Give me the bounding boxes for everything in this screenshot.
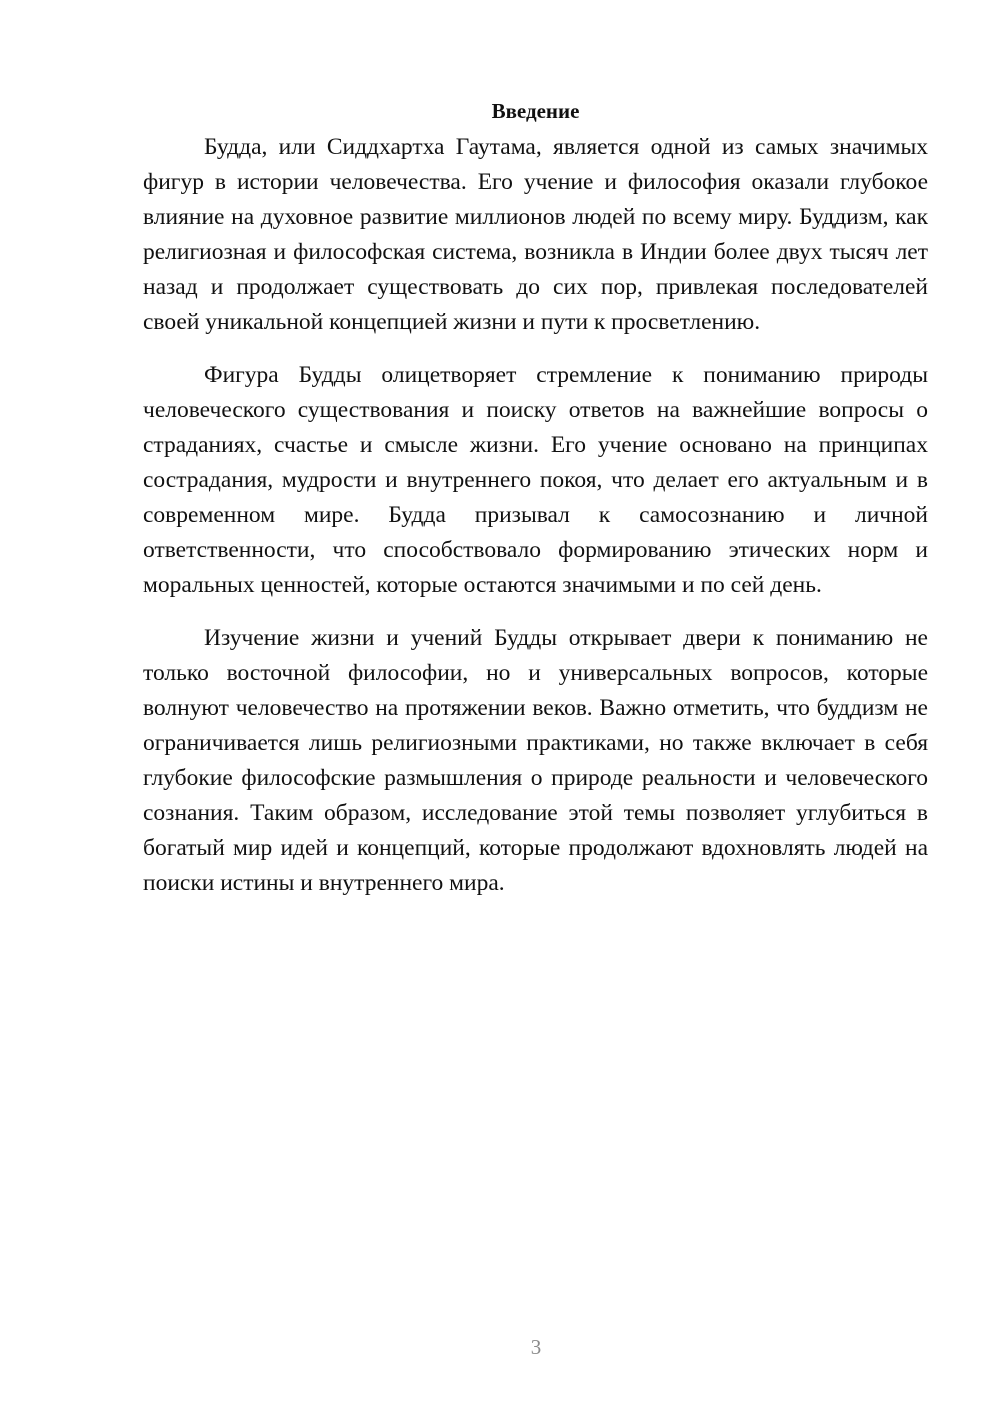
document-body [143, 96, 928, 901]
paragraph-3: Изучение жизни и учений Будды открывает двери к пониманию не только восточной философии, но и универсальных вопросов, которые волнуют человечество на протяжении веков. Важно отметить, что буддизм не ограничивается лишь религиозными практиками, но также включает в себя глубокие философские размышления о природе реальности и человеческого сознания. Таким образом, исследование этой темы позволяет углубиться в богатый мир идей и концепций, которые продолжают вдохновлять людей на поиски истины и внутреннего мира. [143, 625, 928, 896]
section-heading: Введение [491, 99, 580, 123]
paragraph-2: Фигура Будды олицетворяет стремление к пониманию природы человеческого существования и поиску ответов на важнейшие вопросы о страданиях, счастье и смысле жизни. Его учение основано на принципах сострадания, мудрости и внутреннего покоя, что делает его актуальным и в современном мире. Будда призывал к самосознанию и личной ответственности, что способствовало формированию этических норм и моральных ценностей, которые остаются значимыми и по сей день. [143, 362, 928, 598]
page-number: 3 [530, 1335, 542, 1359]
paragraph-1: Будда, или Сиддхартха Гаутама, является одной из самых значимых фигур в истории человечества. Его учение и философия оказали глубокое влияние на духовное развитие миллионов людей по всему миру. Буддизм, как религиозная и философская система, возникла в Индии более двух тысяч лет назад и продолжает существовать до сих пор, привлекая последователей своей уникальной концепцией жизни и пути к просветлению. [143, 134, 928, 335]
